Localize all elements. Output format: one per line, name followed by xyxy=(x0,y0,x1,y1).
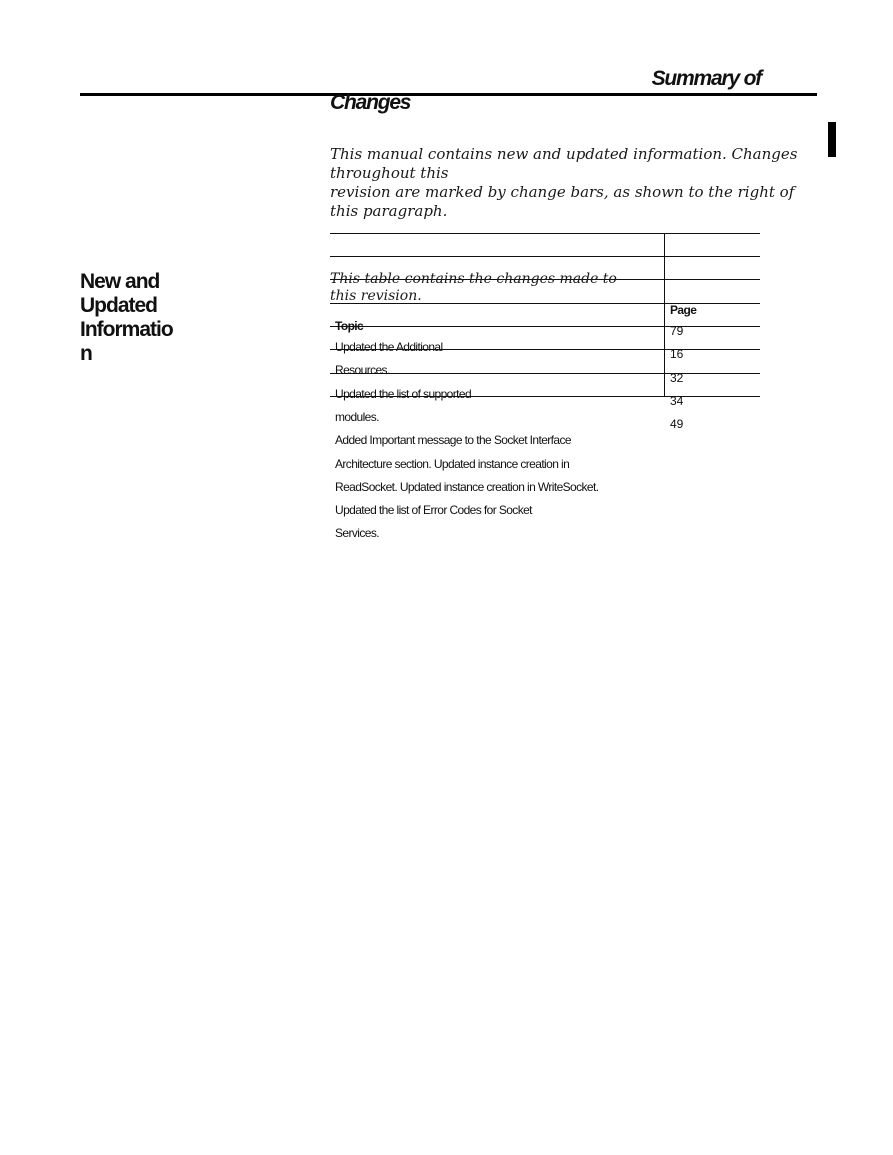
intro-line: revision are marked by change bars, as shown to the right of xyxy=(330,183,795,201)
table-rule xyxy=(330,233,760,234)
topic-text-line: Updated the Additional xyxy=(335,340,443,354)
table-rule xyxy=(330,256,760,257)
change-bar xyxy=(828,122,836,157)
table-caption xyxy=(330,271,650,305)
topic-text-line: Added Important message to the Socket Interface xyxy=(335,433,571,447)
page-number: 49 xyxy=(670,417,684,431)
page-number: 16 xyxy=(670,347,684,361)
table-rule xyxy=(330,326,760,327)
topic-text-line: Architecture section. Updated instance creation in xyxy=(335,457,570,471)
topic-text-line: Resources. xyxy=(335,363,390,377)
topic-column-header: Topic xyxy=(335,319,364,333)
page-number: 34 xyxy=(670,394,684,408)
section-heading-line: n xyxy=(80,342,92,365)
section-heading-line: New and xyxy=(80,270,160,293)
page-title-line1: Summary of xyxy=(651,67,761,90)
topic-text-line: modules. xyxy=(335,410,379,424)
page-title-line2: Changes xyxy=(330,91,411,114)
page-number: 79 xyxy=(670,324,684,338)
intro-line: This manual contains new and updated information. Changes xyxy=(330,145,798,163)
table-caption-line: This table contains the changes made to xyxy=(330,271,617,287)
intro-line: this paragraph. xyxy=(330,202,448,220)
topic-text-line: Services. xyxy=(335,526,379,540)
table-caption-line: this revision. xyxy=(330,288,422,304)
topic-text-line: Updated the list of Error Codes for Socket xyxy=(335,503,532,517)
section-heading xyxy=(80,270,190,366)
table-column-divider xyxy=(664,233,665,397)
section-heading-line: Updated xyxy=(80,294,157,317)
intro-paragraph xyxy=(330,145,800,221)
intro-line: throughout this xyxy=(330,164,449,182)
topic-text-line: ReadSocket. Updated instance creation in WriteSocket. xyxy=(335,480,599,494)
page-number: 32 xyxy=(670,371,684,385)
topic-text-line: Updated the list of supported xyxy=(335,387,472,401)
page-column-header: Page xyxy=(670,303,697,317)
section-heading-line: Informatio xyxy=(80,318,173,341)
header-rule xyxy=(80,93,817,96)
